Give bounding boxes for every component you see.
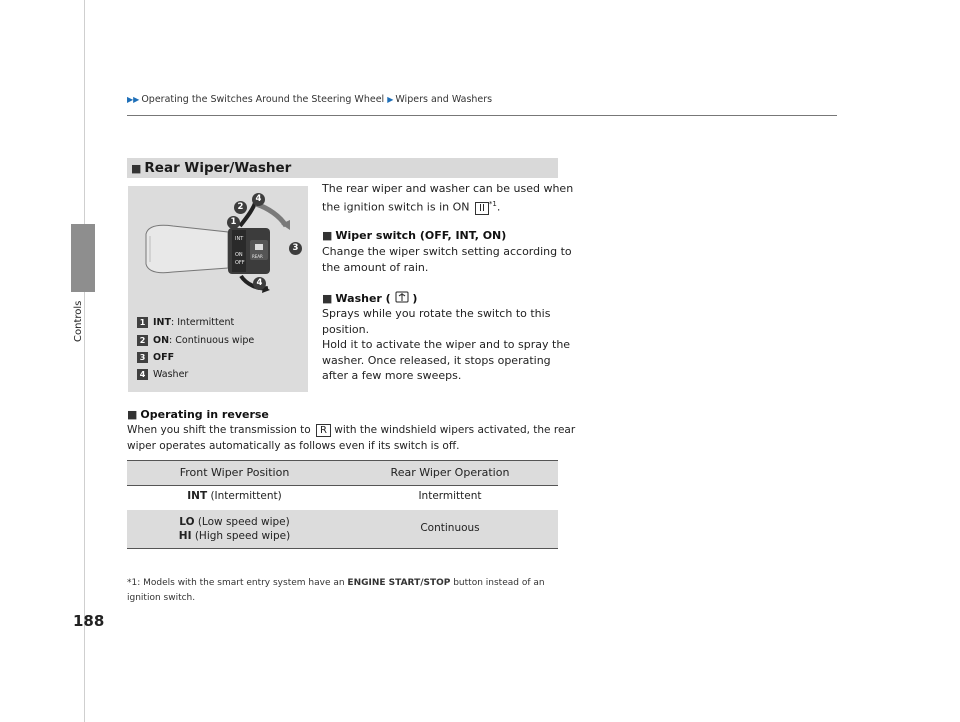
callout-4-top: 4 (252, 193, 265, 206)
table-cell-rear: Intermittent (418, 490, 482, 502)
washer-line-3: Hold it to activate the wiper and to spray the (322, 338, 571, 351)
lever-label-on: ON (235, 252, 243, 258)
ignition-position-key: II (475, 202, 489, 215)
lever-label-rear: REAR (252, 254, 263, 259)
washer-line-4: washer. Once released, it stops operating (322, 354, 551, 367)
legend-desc: Washer (153, 368, 189, 380)
reverse-heading-text: Operating in reverse (140, 408, 269, 421)
subhead-square-icon: ■ (127, 408, 138, 421)
chapter-tab-label: Controls (73, 300, 84, 342)
intro-line-2-text: the ignition switch is in ON (322, 200, 473, 214)
washer-heading (322, 291, 417, 305)
legend-number: 3 (137, 352, 148, 363)
table-row (127, 485, 558, 509)
footnote-text: *1: Models with the smart entry system have an (127, 578, 348, 588)
wiper-mode-desc: (Low speed wipe) (194, 516, 290, 528)
callout-4-bottom: 4 (253, 277, 266, 290)
washer-line-2: position. (322, 323, 370, 336)
section-title-text: Rear Wiper/Washer (144, 160, 292, 176)
legend-number: 4 (137, 369, 148, 380)
chapter-tab-marker (71, 224, 95, 292)
legend-item-washer (137, 367, 188, 381)
breadcrumb (127, 94, 492, 105)
table-cell-front (127, 490, 342, 502)
callout-1: 1 (227, 216, 240, 229)
breadcrumb-arrow-icon: ▶ (387, 95, 394, 104)
wiper-mode-desc: (Intermittent) (207, 490, 282, 502)
section-square-icon: ■ (131, 162, 142, 175)
wiper-mode-line (127, 529, 342, 543)
intro-line-2-end: . (496, 200, 501, 214)
subhead-square-icon: ■ (322, 229, 333, 242)
footnote-text-end: button instead of an (450, 578, 545, 588)
reverse-line-1 (127, 424, 575, 437)
wiper-switch-line-1: Change the wiper switch setting according to (322, 245, 572, 258)
table-header (127, 460, 558, 486)
table-bottom-rule (127, 548, 558, 549)
table-cell-front (127, 515, 342, 543)
footnote-bold: ENGINE START/STOP (347, 578, 451, 588)
legend-desc: : Intermittent (170, 316, 235, 328)
intro-line-2 (322, 197, 500, 215)
reverse-line-1-start: When you shift the transmission to (127, 424, 314, 436)
washer-heading-text: Washer ( (335, 292, 391, 305)
header-divider (127, 115, 837, 116)
wiper-mode-term: INT (187, 490, 208, 502)
callout-3: 3 (289, 242, 302, 255)
legend-number: 1 (137, 317, 148, 328)
table-row (127, 510, 558, 548)
subhead-square-icon: ■ (322, 292, 333, 305)
wiper-mode-term: HI (178, 530, 192, 542)
footnote-ref[interactable]: *1 (488, 200, 497, 208)
footnote (127, 578, 545, 588)
wiper-mode-desc: (High speed wipe) (191, 530, 291, 542)
breadcrumb-link-wipers[interactable]: Wipers and Washers (395, 94, 493, 105)
intro-line-1: The rear wiper and washer can be used when (322, 182, 574, 195)
legend-desc: : Continuous wipe (169, 334, 255, 346)
rear-washer-icon (395, 291, 409, 303)
wiper-mode-term: LO (179, 516, 195, 528)
section-title (131, 158, 291, 179)
reverse-heading (127, 408, 269, 421)
legend-term: INT (153, 316, 171, 328)
footnote-line-2: ignition switch. (127, 593, 196, 603)
wiper-switch-heading (322, 229, 506, 242)
legend-term: ON (153, 334, 170, 346)
breadcrumb-link-switches[interactable]: Operating the Switches Around the Steering Wheel (141, 94, 385, 105)
wiper-mode-line (127, 515, 342, 529)
washer-line-5: after a few more sweeps. (322, 369, 462, 382)
washer-line-1: Sprays while you rotate the switch to this (322, 307, 551, 320)
legend-number: 2 (137, 335, 148, 346)
breadcrumb-arrow-icon: ▶▶ (127, 95, 140, 104)
wiper-lever-illustration (128, 186, 308, 316)
page-number: 188 (73, 612, 105, 630)
reverse-gear-key: R (316, 424, 331, 437)
reverse-line-2: wiper operates automatically as follows even if its switch is off. (127, 440, 460, 452)
lever-label-int: INT (235, 236, 244, 242)
legend-item-off (137, 350, 174, 364)
wiper-switch-line-2: the amount of rain. (322, 261, 429, 274)
callout-2: 2 (234, 201, 247, 214)
wiper-switch-heading-text: Wiper switch (OFF, INT, ON) (335, 229, 507, 242)
table-cell-rear: Continuous (420, 522, 480, 534)
legend-term: OFF (153, 351, 175, 363)
lever-label-off: OFF (235, 260, 245, 266)
washer-heading-end: ) (412, 292, 418, 305)
legend-item-int (137, 315, 234, 329)
reverse-line-1-end: with the windshield wipers activated, the rear (330, 424, 576, 436)
rear-wiper-figure (128, 186, 308, 392)
table-header-front: Front Wiper Position (179, 466, 290, 479)
legend-item-on (137, 333, 254, 347)
table-header-rear: Rear Wiper Operation (390, 466, 510, 479)
